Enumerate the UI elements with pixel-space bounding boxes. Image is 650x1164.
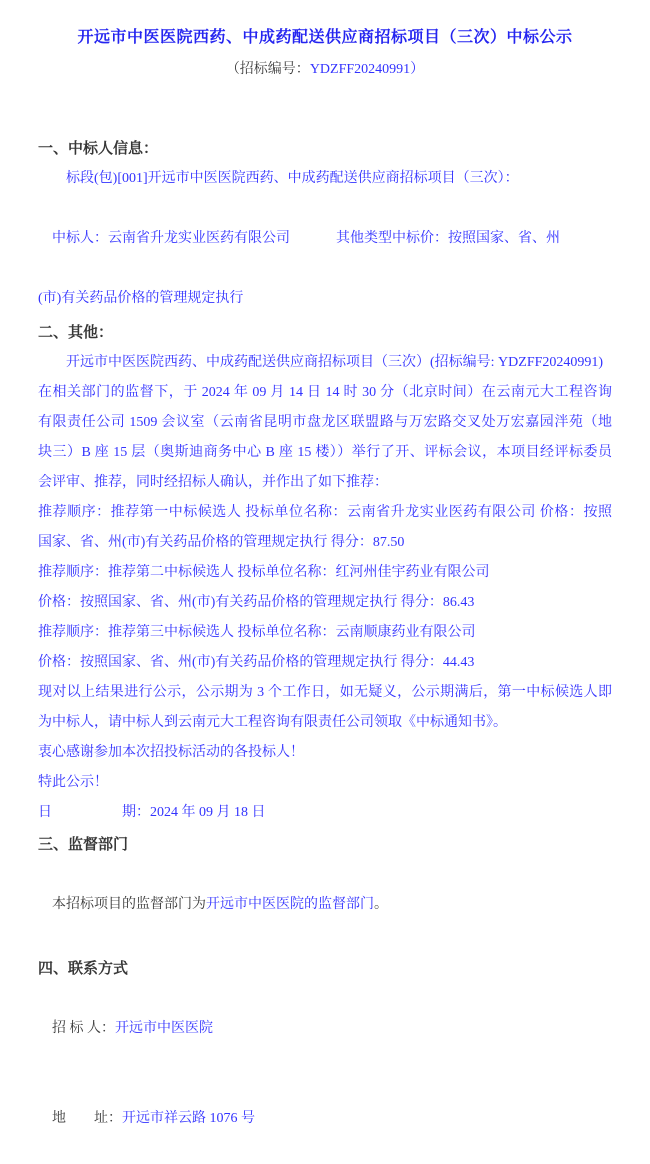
winner-name: 云南省升龙实业医药有限公司: [108, 231, 290, 246]
section-heading-other: 二、其他：: [38, 325, 114, 341]
other-price-label: 其他类型中标价：: [336, 231, 448, 246]
hereby-line: 特此公示！: [38, 775, 108, 790]
supervision-prefix: 本招标项目的监督部门为: [52, 897, 206, 912]
page-title: 开远市中医医院西药、中成药配送供应商招标项目（三次）中标公示: [77, 29, 573, 46]
tender-number-label: （招标编号：: [225, 62, 310, 77]
thanks-line: 衷心感谢参加本次招投标活动的各投标人！: [38, 745, 304, 760]
paragraph-line: 块三）B 座 15 层（奥斯迪商务中心 B 座 15 楼））举行了开、评标会议，本项目经评标委员: [38, 445, 612, 460]
other-price-text: 按照国家、省、州: [448, 231, 560, 246]
tenderer-label: 招 标 人：: [52, 1021, 115, 1036]
paragraph-line: 会评审、推荐，同时经招标人确认，并作出了如下推荐：: [38, 475, 388, 490]
candidate-1-score-line: 国家、省、州(市)有关药品价格的管理规定执行 得分：87.50: [38, 535, 405, 550]
supervision-department: 开远市中医医院的监督部门: [206, 897, 374, 912]
address-label: 地 址：: [52, 1111, 122, 1126]
candidate-2-score-line: 价格：按照国家、省、州(市)有关药品价格的管理规定执行 得分：86.43: [38, 595, 475, 610]
winner-line: [38, 194, 612, 284]
publicity-period-line: 现对以上结果进行公示，公示期为 3 个工作日，如无疑义，公示期满后，第一中标候选人即: [38, 685, 612, 700]
tender-number-line: [38, 58, 612, 82]
publicity-period-wrap-line: 为中标人，请中标人到云南元大工程咨询有限责任公司领取《中标通知书》。: [38, 715, 507, 730]
candidate-3-line: 推荐顺序：推荐第三中标候选人 投标单位名称：云南顺康药业有限公司: [38, 625, 476, 640]
address-value: 开远市祥云路 1076 号: [122, 1111, 255, 1126]
supervision-suffix: 。: [374, 897, 388, 912]
other-price-wrap-line: (市)有关药品价格的管理规定执行: [38, 291, 244, 306]
candidate-1-line: 推荐顺序：推荐第一中标候选人 投标单位名称：云南省升龙实业医药有限公司 价格：按照: [38, 505, 612, 520]
candidate-3-score-line: 价格：按照国家、省、州(市)有关药品价格的管理规定执行 得分：44.43: [38, 655, 475, 670]
section-heading-winner-info: 一、中标人信息：: [38, 141, 159, 157]
winner-label: 中标人：: [52, 231, 108, 246]
tender-number-suffix: ）: [410, 62, 425, 77]
supervision-line: [38, 860, 612, 950]
tender-number-value: YDZFF20240991: [309, 62, 411, 77]
lot-line: 标段(包)[001]开远市中医医院西药、中成药配送供应商招标项目（三次）：: [66, 171, 519, 186]
paragraph-line: 有限责任公司 1509 会议室（云南省昆明市盘龙区联盟路与万宏路交叉处万宏嘉园泮苑（地: [38, 415, 612, 430]
section-heading-contact: 四、联系方式: [38, 961, 129, 977]
paragraph-line: 开远市中医医院西药、中成药配送供应商招标项目（三次）(招标编号: YDZFF20240991): [66, 355, 604, 370]
date-line: 日 期：2024 年 09 月 18 日: [38, 805, 266, 820]
section-heading-supervision: 三、监督部门: [38, 837, 129, 853]
tenderer-value: 开远市中医医院: [115, 1021, 213, 1036]
paragraph-line: 在相关部门的监督下，于 2024 年 09 月 14 日 14 时 30 分（北京时间）在云南元大工程咨询: [38, 385, 612, 400]
candidate-2-line: 推荐顺序：推荐第二中标候选人 投标单位名称：红河州佳宇药业有限公司: [38, 565, 490, 580]
tenderer-line: [38, 984, 612, 1074]
address-line: [38, 1074, 612, 1164]
